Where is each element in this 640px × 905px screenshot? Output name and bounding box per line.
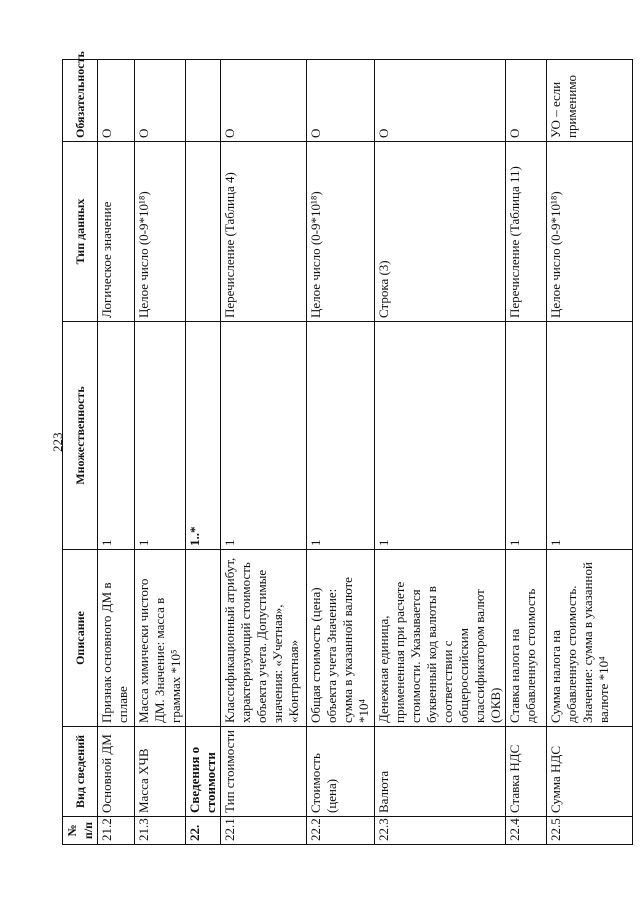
cell-multiplicity: 1 bbox=[98, 322, 135, 550]
header-description: Описание bbox=[63, 550, 98, 727]
header-name: Вид сведений bbox=[63, 727, 98, 817]
cell-description: Общая стоимость (цена) объекта учета Значение: сумма в указанной валюте *10⁴ bbox=[307, 550, 375, 727]
cell-num: 22. bbox=[186, 817, 221, 845]
cell-description: Сумма налога на добавленную стоимость. Значение: сумма в указанной валюте *10⁴ bbox=[547, 550, 633, 727]
cell-description bbox=[186, 550, 221, 727]
table-row bbox=[375, 60, 506, 845]
cell-required: О bbox=[375, 60, 506, 142]
cell-multiplicity: 1 bbox=[135, 322, 186, 550]
table-row bbox=[547, 60, 633, 845]
cell-multiplicity: 1 bbox=[221, 322, 307, 550]
cell-name: Стоимость (цена) bbox=[307, 727, 375, 817]
table-header-row bbox=[63, 60, 98, 845]
cell-required: О bbox=[307, 60, 375, 142]
cell-data-type: Перечисление (Таблица 11) bbox=[506, 142, 547, 322]
header-num: № п/п bbox=[63, 817, 98, 845]
table-row bbox=[98, 60, 135, 845]
page-number: 223 bbox=[50, 432, 65, 452]
cell-num: 21.2. bbox=[98, 817, 135, 845]
cell-num: 22.1. bbox=[221, 817, 307, 845]
cell-name: Сведения о стоимости bbox=[186, 727, 221, 817]
cell-multiplicity: 1 bbox=[506, 322, 547, 550]
data-table bbox=[62, 51, 633, 845]
cell-num: 22.3. bbox=[375, 817, 506, 845]
cell-required bbox=[186, 60, 221, 142]
cell-required: О bbox=[506, 60, 547, 142]
cell-multiplicity: 1 bbox=[547, 322, 633, 550]
cell-name: Сумма НДС bbox=[547, 727, 633, 817]
cell-num: 21.3. bbox=[135, 817, 186, 845]
cell-name: Масса ХЧВ bbox=[135, 727, 186, 817]
cell-name: Основной ДМ bbox=[98, 727, 135, 817]
cell-name: Ставка НДС bbox=[506, 727, 547, 817]
cell-required: О bbox=[98, 60, 135, 142]
cell-name: Тип стоимости bbox=[221, 727, 307, 817]
header-data-type: Тип данных bbox=[63, 142, 98, 322]
cell-num: 22.2. bbox=[307, 817, 375, 845]
cell-data-type: Целое число (0-9*10¹⁸) bbox=[547, 142, 633, 322]
cell-num: 22.5. bbox=[547, 817, 633, 845]
cell-required: О bbox=[221, 60, 307, 142]
header-multiplicity: Множественность bbox=[63, 322, 98, 550]
cell-description: Ставка налога на добавленную стоимость bbox=[506, 550, 547, 727]
rotated-table-container bbox=[62, 51, 611, 845]
cell-multiplicity: 1 bbox=[307, 322, 375, 550]
cell-multiplicity: 1 bbox=[375, 322, 506, 550]
cell-num: 22.4. bbox=[506, 817, 547, 845]
cell-data-type: Строка (3) bbox=[375, 142, 506, 322]
table-row bbox=[506, 60, 547, 845]
header-required: Обязательность bbox=[63, 60, 98, 142]
cell-description: Денежная единица, примененная при расчете стоимости. Указывается буквенный код валюты в соответствии с общероссийским классификатором валют (ОКВ) bbox=[375, 550, 506, 727]
cell-data-type bbox=[186, 142, 221, 322]
cell-multiplicity: 1..* bbox=[186, 322, 221, 550]
table-row bbox=[307, 60, 375, 845]
cell-description: Классификационный атрибут, характеризующий стоимость объекта учета. Допустимые значения: «Учетная», «Контрактная» bbox=[221, 550, 307, 727]
cell-description: Признак основного ДМ в сплаве bbox=[98, 550, 135, 727]
cell-data-type: Целое число (0-9*10¹⁸) bbox=[307, 142, 375, 322]
table-row bbox=[135, 60, 186, 845]
table-row bbox=[221, 60, 307, 845]
cell-data-type: Перечисление (Таблица 4) bbox=[221, 142, 307, 322]
table-body bbox=[98, 60, 633, 845]
cell-description: Масса химически чистого ДМ. Значение: масса в граммах *10⁵ bbox=[135, 550, 186, 727]
cell-name: Валюта bbox=[375, 727, 506, 817]
cell-required: О bbox=[135, 60, 186, 142]
cell-data-type: Целое число (0-9*10¹⁸) bbox=[135, 142, 186, 322]
cell-required: УО – если применимо bbox=[547, 60, 633, 142]
cell-data-type: Логическое значение bbox=[98, 142, 135, 322]
table-section-row bbox=[186, 60, 221, 845]
